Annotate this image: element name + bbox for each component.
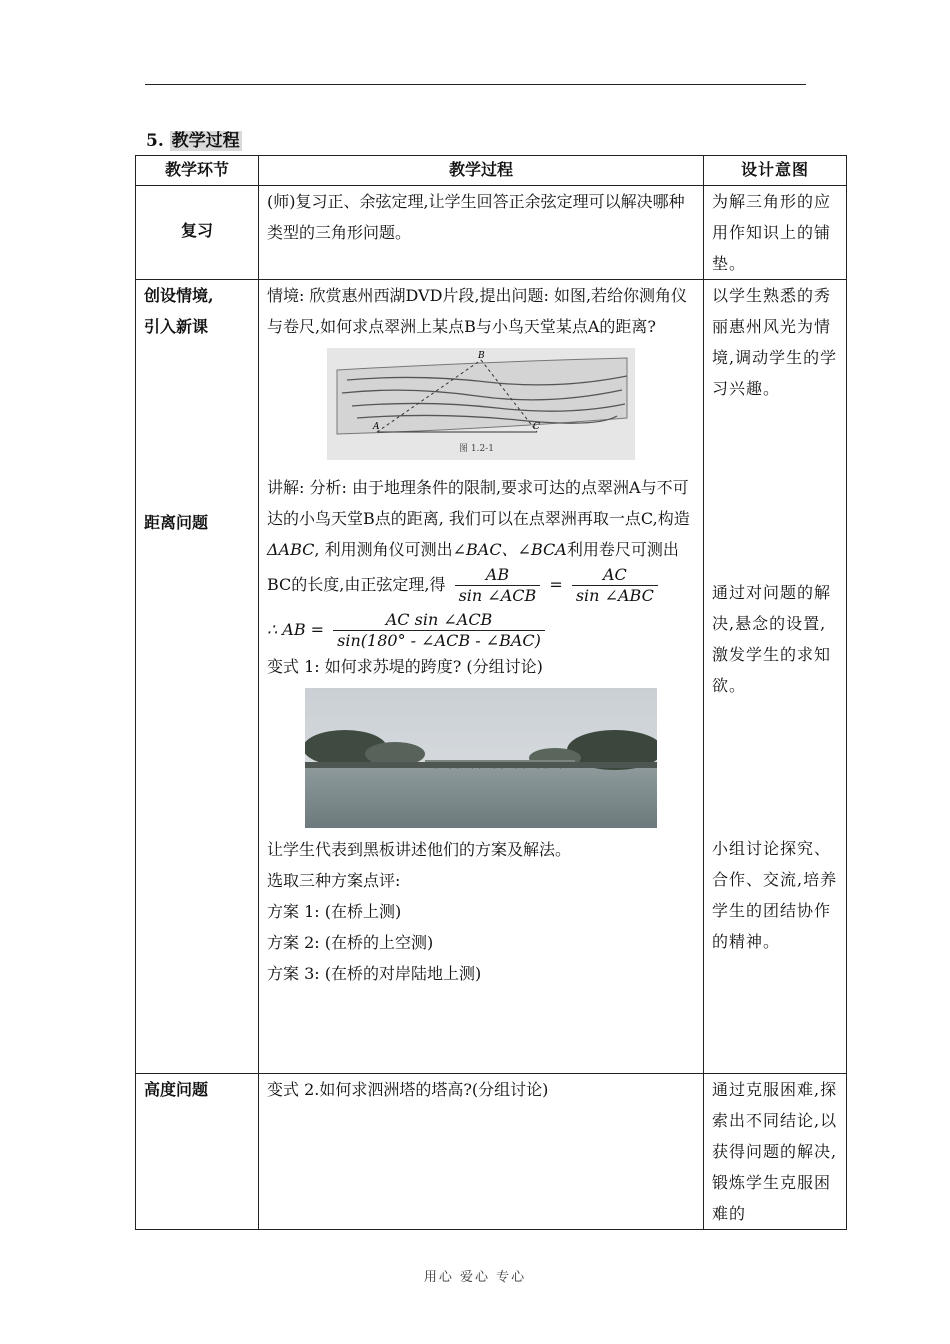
bridge-photo	[305, 688, 657, 828]
intent-height: 通过克服困难,探索出不同结论,以获得问题的解决,锻炼学生克服困难的	[704, 1074, 847, 1230]
stage-distance: 距离问题	[144, 513, 209, 532]
table-row-intro	[136, 280, 847, 1074]
header-rule	[145, 84, 806, 85]
explain-part1: 讲解: 分析: 由于地理条件的限制,要求可达的点翠洲A与不可达的小鸟天堂B点的距离, 我们可以在点翠洲再取一点C,构造	[267, 478, 690, 528]
fraction-ab: $\frac{AB}{\text{sin ∠ACB}}$	[455, 565, 541, 606]
explain-part2: , 利用测角仪可测出	[314, 540, 453, 559]
river-figure	[327, 348, 635, 460]
process-intro	[259, 280, 704, 1074]
figure-label-a: A	[373, 422, 380, 432]
scenario-text: 情境: 欣赏惠州西湖DVD片段,提出问题: 如图,若给你测角仪与卷尺,如何求点翠洲上某点B与小鸟天堂某点A的距离?	[267, 286, 688, 336]
intent-group: 小组讨论探究、合作、交流,培养学生的团结协作的精神。	[712, 839, 838, 951]
variant1-text: 变式 1: 如何求苏堤的跨度? (分组讨论)	[267, 657, 543, 676]
after-photo-line2: 选取三种方案点评:	[267, 871, 401, 890]
triangle-symbol: ΔABC	[267, 540, 315, 559]
section-number: 5.	[146, 131, 164, 151]
fraction-ac: $\frac{AC}{\text{sin ∠ABC}}$	[572, 565, 658, 606]
plan-1: 方案 1: (在桥上测)	[267, 902, 402, 921]
table-row-height	[136, 1074, 847, 1230]
teaching-process-table	[135, 155, 847, 1230]
process-review-text: (师)复习正、余弦定理,让学生回答正余弦定理可以解决哪种类型的三角形问题。	[267, 192, 685, 242]
table-header-row	[136, 156, 847, 186]
stage-review: 复习	[180, 221, 213, 240]
intent-review-text: 为解三角形的应用作知识上的铺垫。	[712, 192, 832, 273]
stage-intro-line2: 引入新课	[144, 317, 209, 336]
figure-label-c: C	[533, 422, 540, 432]
intent-intro: 以学生熟悉的秀丽惠州风光为情境,调动学生的学习兴趣。	[712, 286, 838, 398]
explanation: 讲解: 分析: 由于地理条件的限制,要求可达的点翠洲A与不可达的小鸟天堂B点的距离, 我们可以在点翠洲再取一点C,构造ΔABC, 利用测角仪可测出∠BAC、∠BCA利用卷尺可测出BC的长度,由正弦定理,得 $\frac{AB}{\text{sin ∠ACB}}$ = $\frac{AC}{\text{sin ∠ABC}}$	[267, 478, 690, 605]
fraction-result: $\frac{\text{AC sin ∠ACB}}{\text{sin(180° - ∠ACB - ∠BAC)}}$	[333, 610, 545, 651]
intent-distance: 通过对问题的解决,悬念的设置,激发学生的求知欲。	[712, 583, 832, 695]
stage-intro-line1: 创设情境,	[144, 286, 214, 305]
therefore-formula: ∴ AB = $\frac{\text{AC sin ∠ACB}}{\text{sin(180° - ∠ACB - ∠BAC)}}$	[267, 610, 695, 651]
explain-part3: 利用卷尺可测出BC的长度,由正弦定理,得	[267, 540, 679, 594]
after-photo-line1: 让学生代表到黑板讲述他们的方案及解法。	[267, 840, 572, 859]
process-review	[259, 186, 704, 280]
plan-3: 方案 3: (在桥的对岸陆地上测)	[267, 964, 482, 983]
table-row-review	[136, 186, 847, 280]
angle-symbols: ∠BAC、∠BCA	[452, 540, 567, 559]
page-footer: 用心 爱心 专心	[423, 1270, 527, 1285]
intent-review	[704, 186, 847, 280]
header-intent: 设计意图	[704, 156, 847, 186]
stage-height: 高度问题	[136, 1074, 259, 1230]
process-height: 变式 2.如何求泗洲塔的塔高?(分组讨论)	[259, 1074, 704, 1230]
header-process: 教学过程	[259, 156, 704, 186]
header-stage: 教学环节	[136, 156, 259, 186]
figure-label-b: B	[478, 351, 485, 361]
plan-2: 方案 2: (在桥的上空测)	[267, 933, 434, 952]
section-title	[146, 126, 242, 151]
figure-caption: 图 1.2-1	[459, 444, 494, 454]
section-label: 教学过程	[171, 131, 240, 151]
